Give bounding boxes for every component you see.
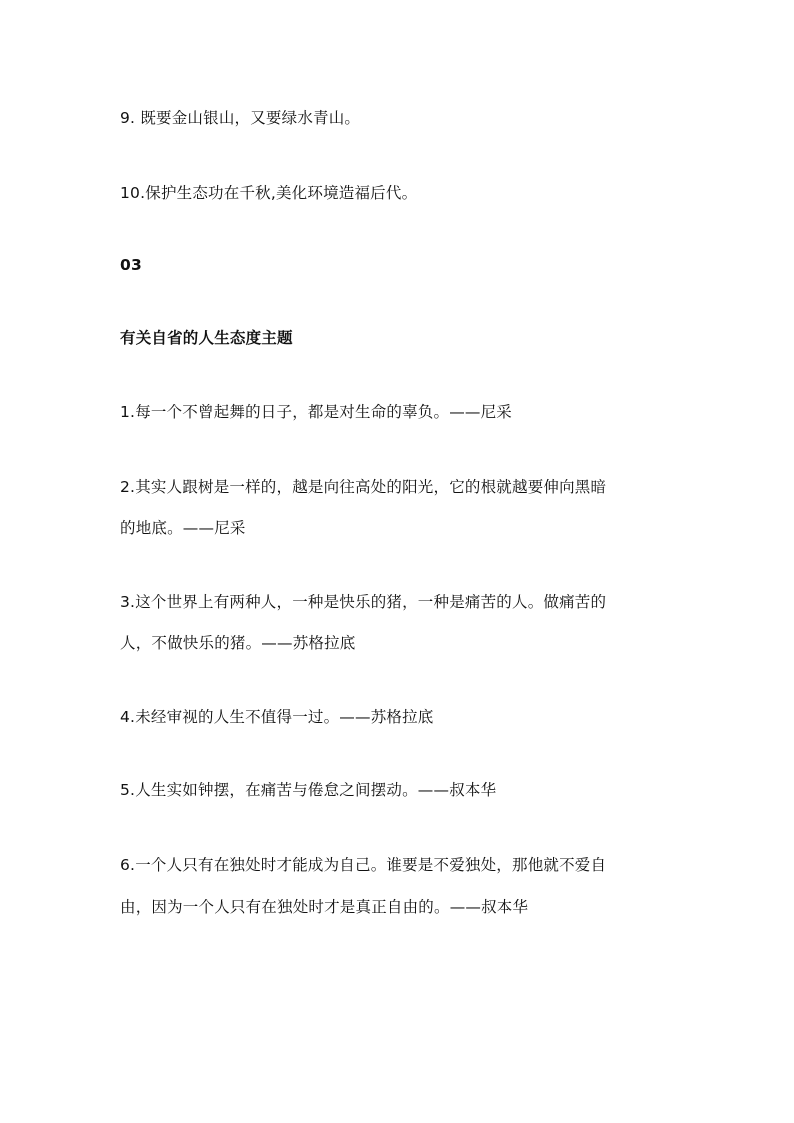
section-number: 03 — [120, 256, 142, 274]
quote-line: 2.其实人跟树是一样的，越是向往高处的阳光，它的根就越要伸向黑暗 — [120, 478, 607, 496]
quote-line: 4.未经审视的人生不值得一过。——苏格拉底 — [120, 708, 434, 726]
section-title: 有关自省的人生态度主题 — [120, 329, 293, 347]
quote-line: 5.人生实如钟摆，在痛苦与倦怠之间摆动。——叔本华 — [120, 781, 497, 799]
quote-line: 人，不做快乐的猪。——苏格拉底 — [120, 634, 356, 652]
list-item: 10.保护生态功在千秋,美化环境造福后代。 — [120, 184, 418, 202]
quote-line: 3.这个世界上有两种人，一种是快乐的猪，一种是痛苦的人。做痛苦的 — [120, 593, 607, 611]
quote-line: 6.一个人只有在独处时才能成为自己。谁要是不爱独处，那他就不爱自 — [120, 856, 607, 874]
quote-line: 由，因为一个人只有在独处时才是真正自由的。——叔本华 — [120, 898, 529, 916]
quote-line: 1.每一个不曾起舞的日子，都是对生命的辜负。——尼采 — [120, 403, 512, 421]
list-item: 9. 既要金山银山，又要绿水青山。 — [120, 109, 361, 127]
quote-line: 的地底。——尼采 — [120, 519, 246, 537]
